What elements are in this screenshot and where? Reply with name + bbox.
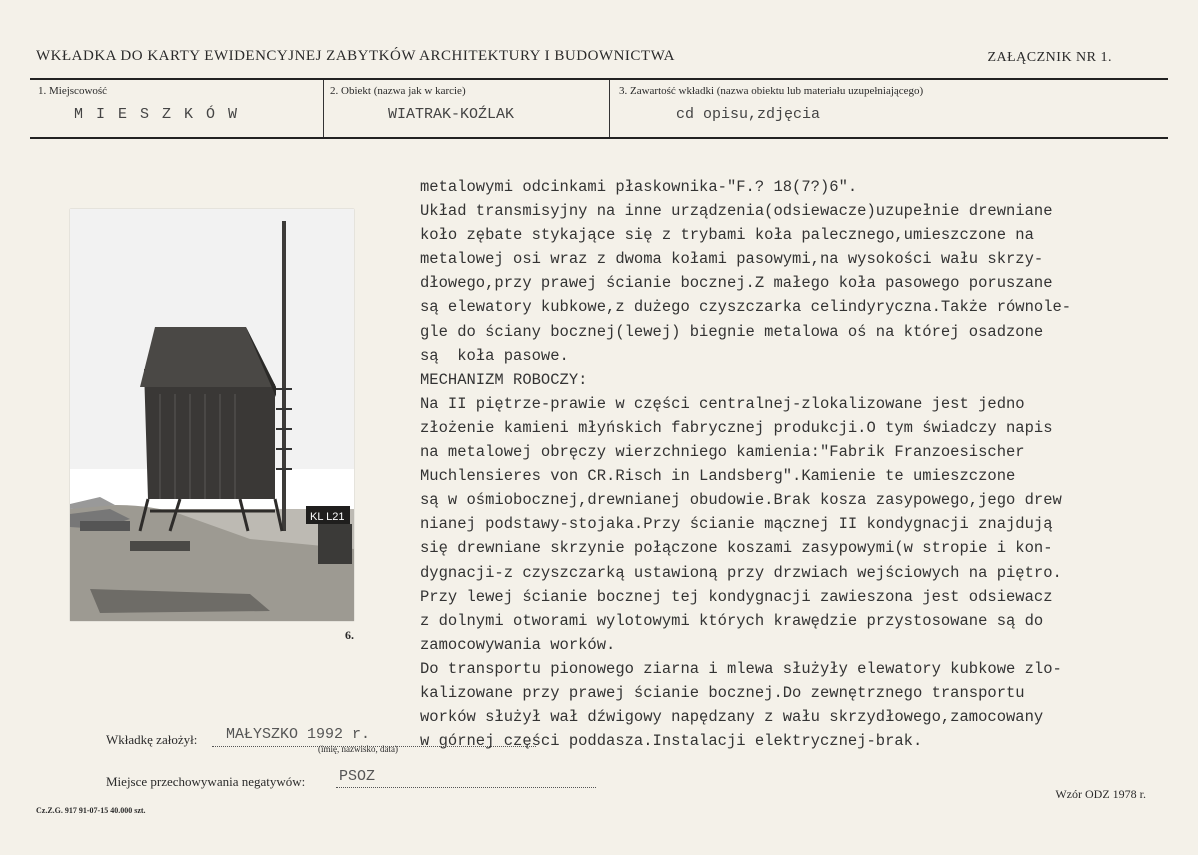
field-divider (609, 80, 610, 137)
field-label-object: 2. Obiekt (nazwa jak w karcie) (330, 85, 466, 97)
photo-sign-text: KL L21 (310, 511, 345, 523)
description-line: gle do ściany bocznej(lewej) biegnie metalowa oś na której osadzone (420, 322, 1044, 341)
field-divider (323, 80, 324, 137)
description-line: w górnej części poddasza.Instalacji elektrycznej-brak. (420, 732, 923, 751)
description-line: złożenie kamieni młyńskich fabrycznej produkcji.O tym świadczy napis (420, 418, 1053, 437)
description-line: Przy lewej ścianie bocznej tej kondygnacji zawieszona jest odsiewacz (420, 587, 1053, 606)
negatives-label: Miejsce przechowywania negatywów: (106, 774, 306, 789)
description-line: dygnacji-z czyszczarką ustawioną przy drzwiach wejściowych na piętro. (420, 563, 1062, 582)
windmill-photo (70, 209, 354, 621)
description-line: kalizowane przy prawej ścianie bocznej.Do zewnętrznego transportu (420, 683, 1025, 702)
negatives-value: PSOZ (339, 768, 376, 785)
description-line: zamocowywania worków. (420, 635, 616, 654)
field-value-contents: cd opisu,zdjęcia (676, 106, 821, 123)
description-line: są w ośmiobocznej,drewnianej obudowie.Brak kosza zasypowego,jego drew (420, 491, 1062, 510)
author-caption: (imię, nazwisko, data) (318, 744, 398, 754)
description-line: na metalowej obręczy wierzchniego kamienia:"Fabrik Franzoesischer (420, 443, 1025, 462)
template-version: Wzór ODZ 1978 r. (1055, 787, 1146, 801)
photo-number: 6. (345, 628, 354, 642)
description-line: są koła pasowe. (420, 346, 569, 365)
negatives-line (336, 787, 596, 788)
description-line: MECHANIZM ROBOCZY: (420, 370, 588, 389)
description-text (420, 175, 1140, 753)
description-line: Muchlensieres von CR.Risch in Landsberg".Kamienie te umieszczone (420, 467, 1016, 486)
header-title: WKŁADKA DO KARTY EWIDENCYJNEJ ZABYTKÓW ARCHITEKTURY I BUDOWNICTWA (36, 48, 675, 64)
top-rule (30, 78, 1168, 80)
description-line: dłowego,przy prawej ścianie bocznej.Z małego koła pasowego poruszane (420, 274, 1053, 293)
description-line: się drewniane skrzynie połączone koszami zasypowymi(w stropie i kon- (420, 539, 1053, 558)
description-line: Na II piętrze-prawie w części centralnej-zlokalizowane jest jedno (420, 394, 1025, 413)
description-line: koło zębate stykające się z trybami koła palecznego,umieszczone na (420, 226, 1034, 245)
description-line: worków służył wał dźwigowy napędzany z wału skrzydłowego,zamocowany (420, 708, 1044, 727)
description-line: nianej podstawy-stojaka.Przy ścianie mącznej II kondygnacji znajdują (420, 515, 1053, 534)
description-line: są elewatory kubkowe,z dużego czyszczarka celindyryczna.Także równole- (420, 298, 1072, 317)
field-value-locality: M I E S Z K Ó W (74, 106, 240, 123)
bottom-rule (30, 137, 1168, 139)
description-line: metalowymi odcinkami płaskownika-"F.? 18(7?)6". (420, 178, 858, 196)
field-label-locality: 1. Miejscowość (38, 85, 108, 97)
description-line: z dolnymi otworami wylotowymi których krawędzie przystosowane są do (420, 611, 1044, 630)
annex-number: ZAŁĄCZNIK NR 1. (987, 50, 1112, 65)
description-line: metalowej osi wraz z dwoma kołami pasowymi,na wysokości wału skrzy- (420, 250, 1044, 269)
print-code: Cz.Z.G. 917 91-07-15 40.000 szt. (36, 806, 146, 815)
description-line: Układ transmisyjny na inne urządzenia(odsiewacze)uzupełnie drewniane (420, 202, 1053, 221)
field-value-object: WIATRAK-KOŹLAK (388, 106, 515, 123)
author-value: MAŁYSZKO 1992 r. (226, 726, 371, 743)
description-line: Do transportu pionowego ziarna i mlewa służyły elewatory kubkowe zlo- (420, 659, 1062, 678)
author-label: Wkładkę założył: (106, 732, 198, 747)
field-label-contents: 3. Zawartość wkładki (nazwa obiektu lub materiału uzupełniającego) (619, 85, 924, 97)
